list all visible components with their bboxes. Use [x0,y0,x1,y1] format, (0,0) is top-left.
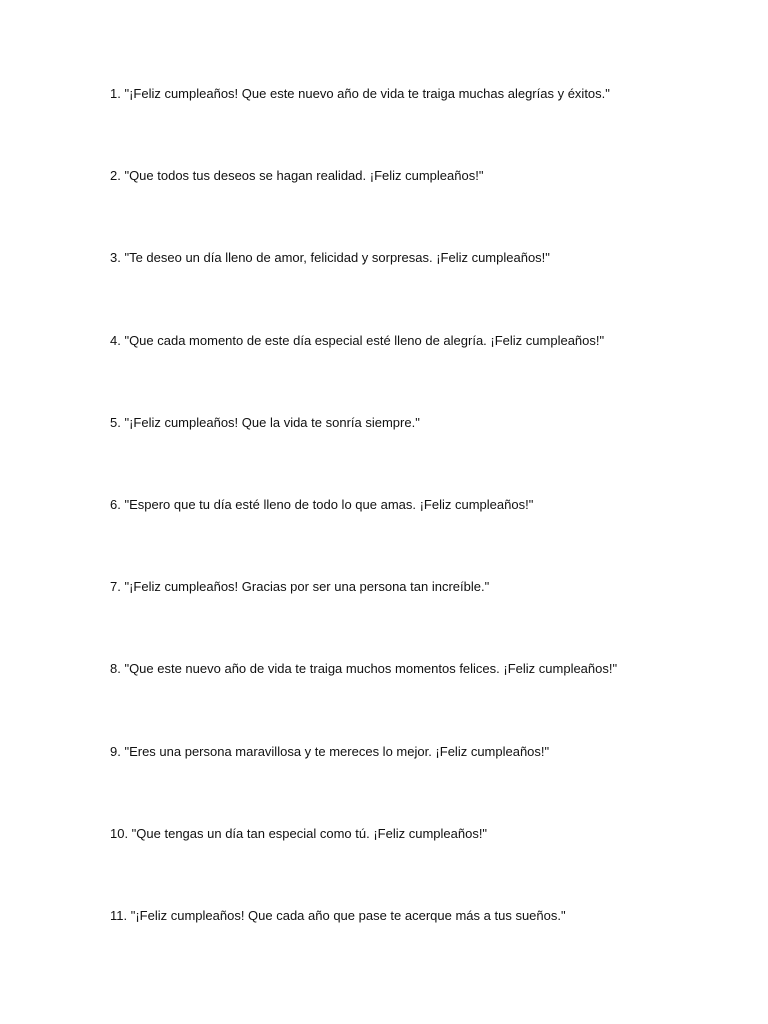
list-item: 5. "¡Feliz cumpleaños! Que la vida te sonría siempre." [110,414,420,430]
list-item: 9. "Eres una persona maravillosa y te mereces lo mejor. ¡Feliz cumpleaños!" [110,743,550,759]
list-item: 10. "Que tengas un día tan especial como tú. ¡Feliz cumpleaños!" [110,825,488,841]
list-item: 7. "¡Feliz cumpleaños! Gracias por ser una persona tan increíble." [110,579,490,595]
list-item: 11. "¡Feliz cumpleaños! Que cada año que pase te acerque más a tus sueños." [110,907,566,923]
list-item: 1. "¡Feliz cumpleaños! Que este nuevo año de vida te traiga muchas alegrías y éxitos." [110,86,610,101]
list-item: 3. "Te deseo un día lleno de amor, felicidad y sorpresas. ¡Feliz cumpleaños!" [110,250,550,266]
list-item: 8. "Que este nuevo año de vida te traiga muchos momentos felices. ¡Feliz cumpleaños!" [110,661,618,677]
list-item: 2. "Que todos tus deseos se hagan realidad. ¡Feliz cumpleaños!" [110,168,484,184]
list-item: 6. "Espero que tu día esté lleno de todo lo que amas. ¡Feliz cumpleaños!" [110,496,534,512]
birthday-wishes-list [110,84,750,988]
list-item: 4. "Que cada momento de este día especial esté lleno de alegría. ¡Feliz cumpleaños!" [110,332,605,348]
